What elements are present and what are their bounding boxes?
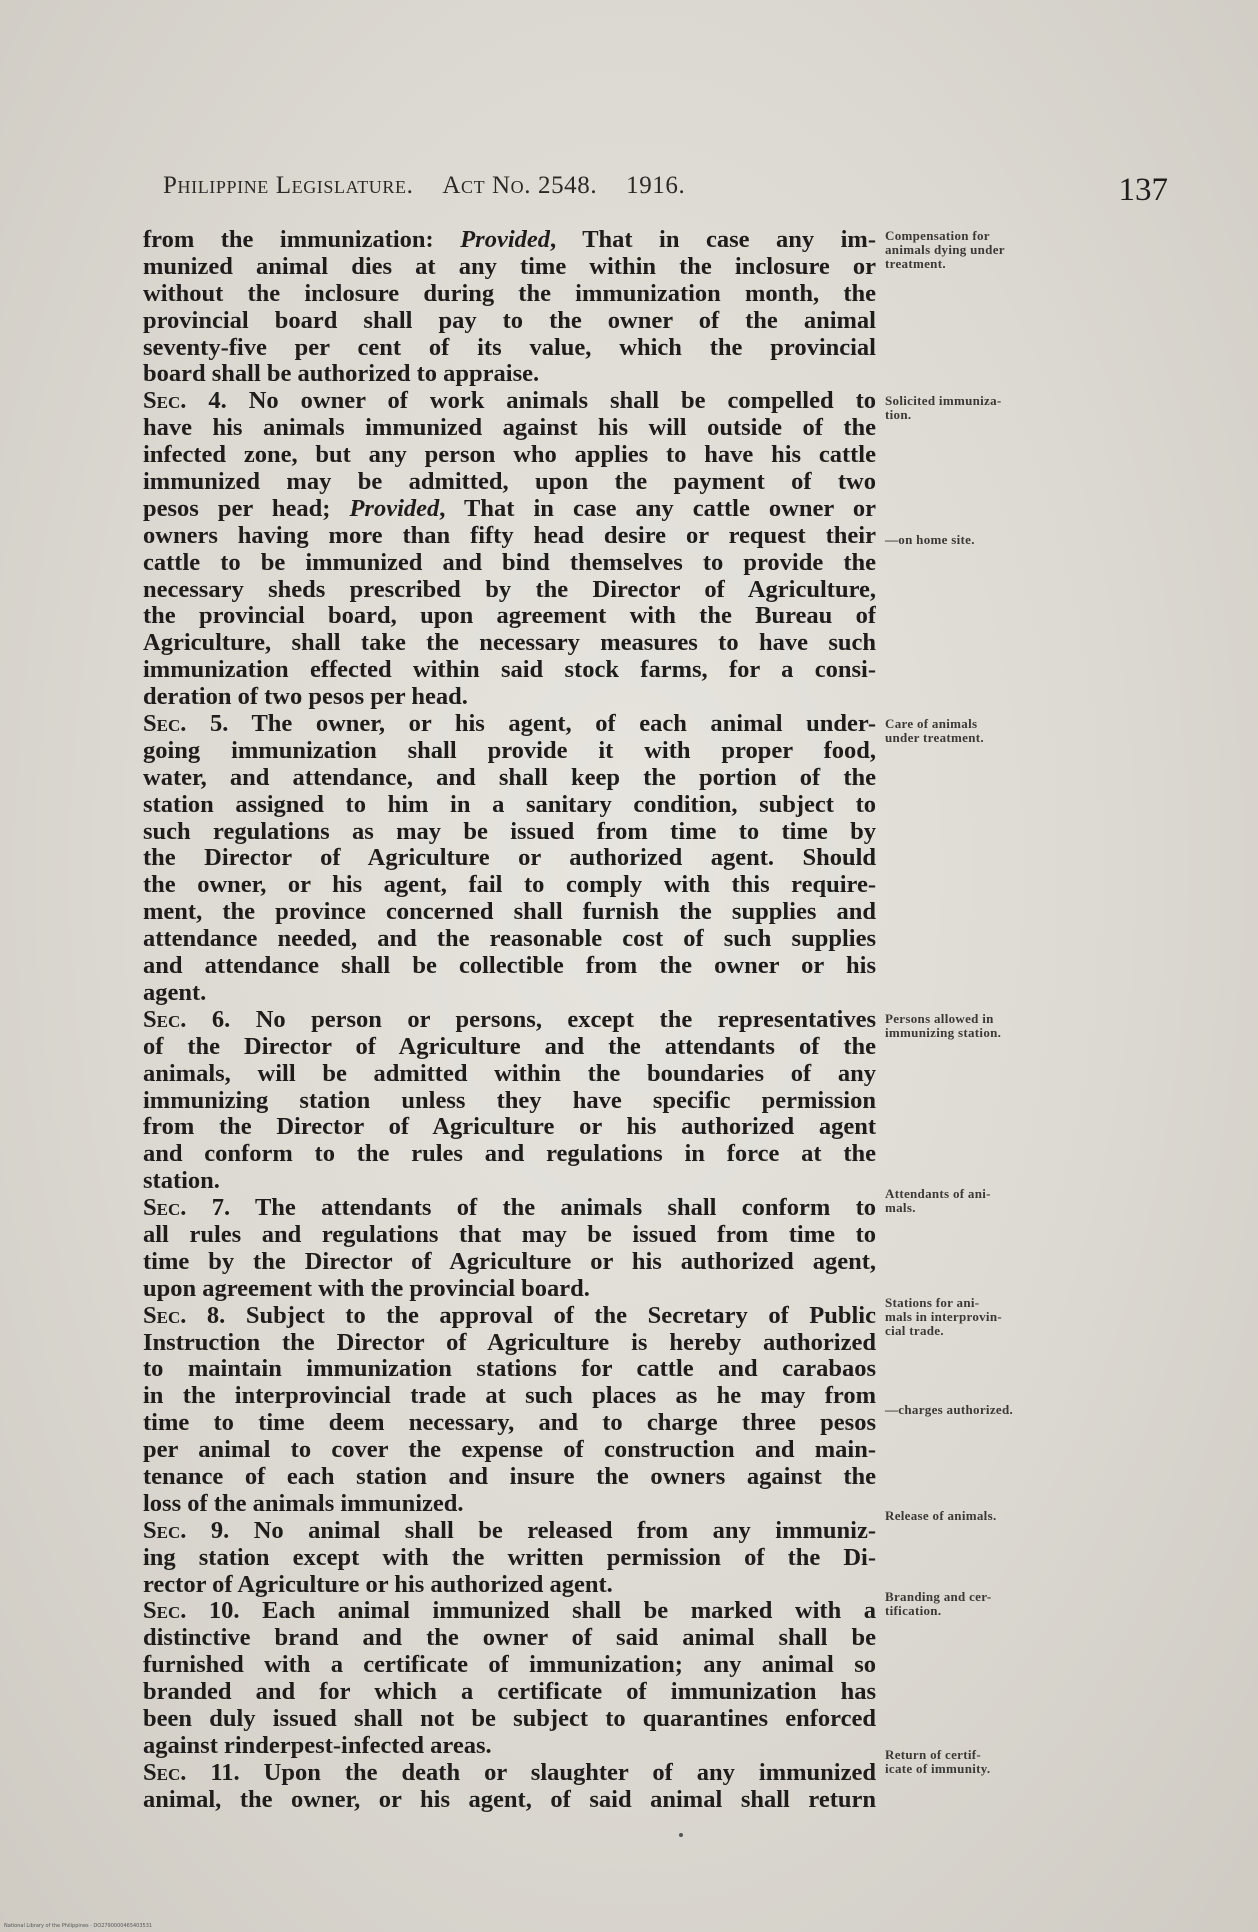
text-line: against rinderpest-infected areas.	[143, 1732, 492, 1759]
text-line: animal, the owner, or his agent, of said animal shall return	[143, 1786, 876, 1813]
text-line: from the immunization: Provided, That in case any im-	[143, 227, 876, 253]
text-line: agent.	[143, 979, 207, 1006]
text-line: immunization effected within said stock farms, for a consi-	[143, 657, 876, 684]
paper-speck	[679, 1833, 683, 1837]
body-text	[143, 227, 876, 1814]
text-line: time to time deem necessary, and to charge three pesos	[143, 1410, 876, 1437]
text-line: been duly issued shall not be subject to quarantines enforced	[143, 1705, 876, 1732]
text-line: to maintain immunization stations for cattle and carabaos	[143, 1356, 876, 1383]
margin-note-home-site: —on home site.	[885, 532, 975, 547]
text-line: tenance of each station and insure the owners against the	[143, 1463, 876, 1490]
section-9-start: Sec. 9. No animal shall be released from any immuniz-	[143, 1517, 876, 1544]
text-line: and conform to the rules and regulations in force at the	[143, 1141, 876, 1168]
text-line: ment, the province concerned shall furnish the supplies and	[143, 899, 876, 926]
text-line: from the Director of Agriculture or his authorized agent	[143, 1114, 876, 1141]
text-line: the provincial board, upon agreement with the Bureau of	[143, 603, 876, 630]
text-line: upon agreement with the provincial board.	[143, 1275, 590, 1302]
text-line: have his animals immunized against his will outside of the	[143, 415, 876, 442]
text-line: cattle to be immunized and bind themselves to provide the	[143, 549, 876, 576]
section-11-start: Sec. 11. Upon the death or slaughter of any immunized	[143, 1759, 876, 1786]
scan-footer: National Library of the Philippines · DO2790000465403531	[4, 1923, 153, 1929]
text-line: Instruction the Director of Agriculture is hereby authorized	[143, 1329, 876, 1356]
text-line: station assigned to him in a sanitary condition, subject to	[143, 791, 876, 818]
text-line: all rules and regulations that may be issued from time to	[143, 1221, 876, 1248]
text-line: necessary sheds prescribed by the Director of Agriculture,	[143, 576, 876, 603]
text-line: loss of the animals immunized.	[143, 1490, 464, 1517]
text-line: rector of Agriculture or his authorized agent.	[143, 1571, 613, 1598]
text-line: pesos per head; Provided, That in case any cattle owner or	[143, 495, 876, 522]
text-line: immunizing station unless they have specific permission	[143, 1087, 876, 1114]
header-act-number: Act No. 2548.	[442, 172, 598, 199]
margin-note-stations: Stations for ani- mals in interprovin- cial trade.	[885, 1295, 1002, 1338]
page-number: 137	[1118, 172, 1168, 208]
margin-note-solicited-immunization: Solicited immuniza- tion.	[885, 393, 1002, 422]
text-line: such regulations as may be issued from time to time by	[143, 818, 876, 845]
section-5-start: Sec. 5. The owner, or his agent, of each animal under-	[143, 711, 876, 738]
margin-note-care-of-animals: Care of animals under treatment.	[885, 716, 984, 745]
text-line: in the interprovincial trade at such places as he may from	[143, 1383, 876, 1410]
margin-note-attendants: Attendants of ani- mals.	[885, 1186, 991, 1215]
text-line: infected zone, but any person who applies to have his cattle	[143, 442, 876, 469]
text-line: seventy-five per cent of its value, which the provincial	[143, 334, 876, 361]
margin-note-return-certificate: Return of certif- icate of immunity.	[885, 1747, 991, 1776]
section-7-start: Sec. 7. The attendants of the animals shall conform to	[143, 1195, 876, 1222]
text-line: ing station except with the written permission of the Di-	[143, 1544, 876, 1571]
text-line: provincial board shall pay to the owner of the animal	[143, 307, 876, 334]
header-title: Philippine Legislature.	[163, 172, 414, 199]
margin-note-compensation: Compensation for animals dying under treatment.	[885, 228, 1005, 271]
text-line: immunized may be admitted, upon the payment of two	[143, 469, 876, 496]
text-line: animals, will be admitted within the boundaries of any	[143, 1060, 876, 1087]
section-10-start: Sec. 10. Each animal immunized shall be marked with a	[143, 1598, 876, 1625]
margin-note-persons-allowed: Persons allowed in immunizing station.	[885, 1011, 1002, 1040]
text-line: of the Director of Agriculture and the attendants of the	[143, 1033, 876, 1060]
text-line: time by the Director of Agriculture or his authorized agent,	[143, 1248, 876, 1275]
text-line: munized animal dies at any time within the inclosure or	[143, 253, 876, 280]
section-4-start: Sec. 4. No owner of work animals shall be compelled to	[143, 388, 876, 415]
text-line: attendance needed, and the reasonable cost of such supplies	[143, 926, 876, 953]
text-line: Agriculture, shall take the necessary measures to have such	[143, 630, 876, 657]
text-line: the owner, or his agent, fail to comply with this require-	[143, 872, 876, 899]
text-line: board shall be authorized to appraise.	[143, 361, 540, 388]
text-line: furnished with a certificate of immunization; any animal so	[143, 1652, 876, 1679]
running-header	[163, 172, 685, 200]
margin-note-release: Release of animals.	[885, 1508, 997, 1523]
text-line: and attendance shall be collectible from the owner or his	[143, 953, 876, 980]
text-line: per animal to cover the expense of construction and main-	[143, 1437, 876, 1464]
section-6-start: Sec. 6. No person or persons, except the representatives	[143, 1006, 876, 1033]
text-line: without the inclosure during the immunization month, the	[143, 280, 876, 307]
text-line: branded and for which a certificate of immunization has	[143, 1679, 876, 1706]
header-year: 1916.	[626, 172, 686, 199]
text-line: station.	[143, 1168, 220, 1195]
text-line: the Director of Agriculture or authorized agent. Should	[143, 845, 876, 872]
margin-note-branding: Branding and cer- tification.	[885, 1589, 992, 1618]
text-line: distinctive brand and the owner of said animal shall be	[143, 1625, 876, 1652]
text-line: owners having more than fifty head desire or request their	[143, 522, 876, 549]
text-line: deration of two pesos per head.	[143, 684, 468, 711]
margin-note-charges: —charges authorized.	[885, 1402, 1014, 1417]
text-line: water, and attendance, and shall keep the portion of the	[143, 764, 876, 791]
section-8-start: Sec. 8. Subject to the approval of the Secretary of Public	[143, 1302, 876, 1329]
text-line: going immunization shall provide it with proper food,	[143, 737, 876, 764]
